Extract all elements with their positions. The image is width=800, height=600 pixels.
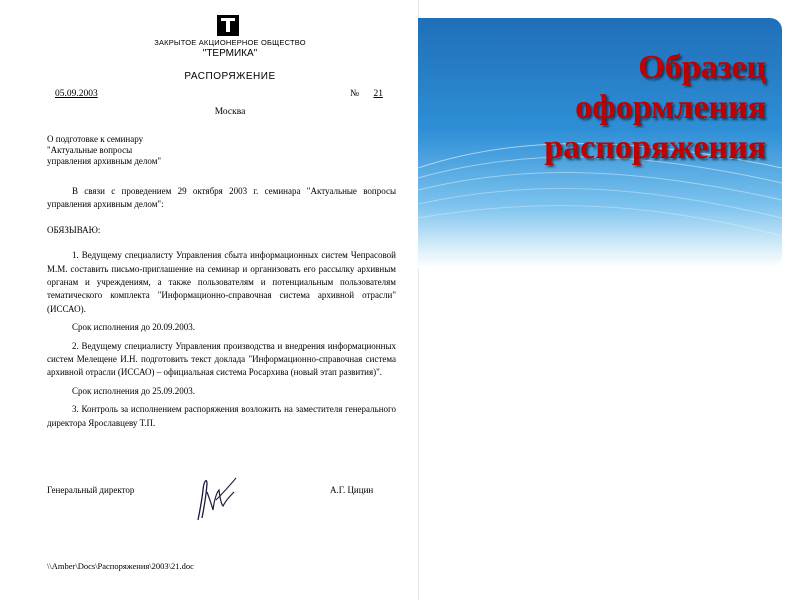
document-number: 21: [373, 89, 383, 99]
title-banner: [418, 18, 782, 268]
preamble: В связи с проведением 29 октября 2003 г. семинара "Актуальные вопросы управления архивным делом":: [47, 186, 396, 210]
logo-stem: [226, 18, 230, 32]
document-date: 05.09.2003: [55, 89, 98, 99]
order-item-2: 2. Ведущему специалисту Управления производства и внедрения информационных систем Мелещене И.Н. подготовить текст доклада "Информационно-справочная система архивной отрасли (ИССАО) – официальная система Росархива (новый этап развития)".: [47, 340, 396, 378]
signature-icon: [190, 470, 250, 525]
order-item-3: 3. Контроль за исполнением распоряжения возложить на заместителя генерального директора Ярославцеву Т.П.: [47, 404, 396, 428]
slide-title-line: Образец: [638, 49, 766, 86]
signer-name: А.Г. Цицин: [330, 485, 374, 495]
company-logo-icon: [217, 15, 239, 36]
deadline-2: Срок исполнения до 25.09.2003.: [72, 385, 196, 396]
signer-title: Генеральный директор: [47, 485, 135, 495]
document-type: РАСПОРЯЖЕНИЕ: [184, 71, 276, 82]
subject-line: управления архивным делом": [47, 156, 162, 166]
subject-line: "Актуальные вопросы: [47, 145, 133, 155]
deadline-1: Срок исполнения до 20.09.2003.: [72, 322, 196, 333]
company-type: ЗАКРЫТОЕ АКЦИОНЕРНОЕ ОБЩЕСТВО: [154, 38, 306, 47]
company-name: "ТЕРМИКА": [202, 48, 258, 59]
slide-title-line: распоряжения: [544, 129, 766, 166]
order-item-1: 1. Ведущему специалисту Управления сбыта информационных систем Чепрасовой М.М. составить письмо-приглашение на семинар и организовать его рассылку архивным органам и учреждениям, а также пользователям и потенциальным пользователям тематического комплекта "Информационно-справочная система архивной отрасли" (ИССАО).: [47, 250, 396, 314]
document-number-block: [350, 89, 397, 99]
file-path: \\Amber\Docs\Распоряжения\2003\21.doc: [47, 561, 194, 571]
slide-title-line: оформления: [575, 89, 766, 126]
subject-line: О подготовке к семинару: [47, 134, 144, 144]
document-city: Москва: [214, 107, 246, 117]
slide-title: [544, 48, 766, 168]
document-subject: [47, 134, 161, 167]
order-word: ОБЯЗЫВАЮ:: [47, 224, 101, 235]
document-body: [47, 185, 396, 430]
number-label: №: [350, 89, 360, 99]
